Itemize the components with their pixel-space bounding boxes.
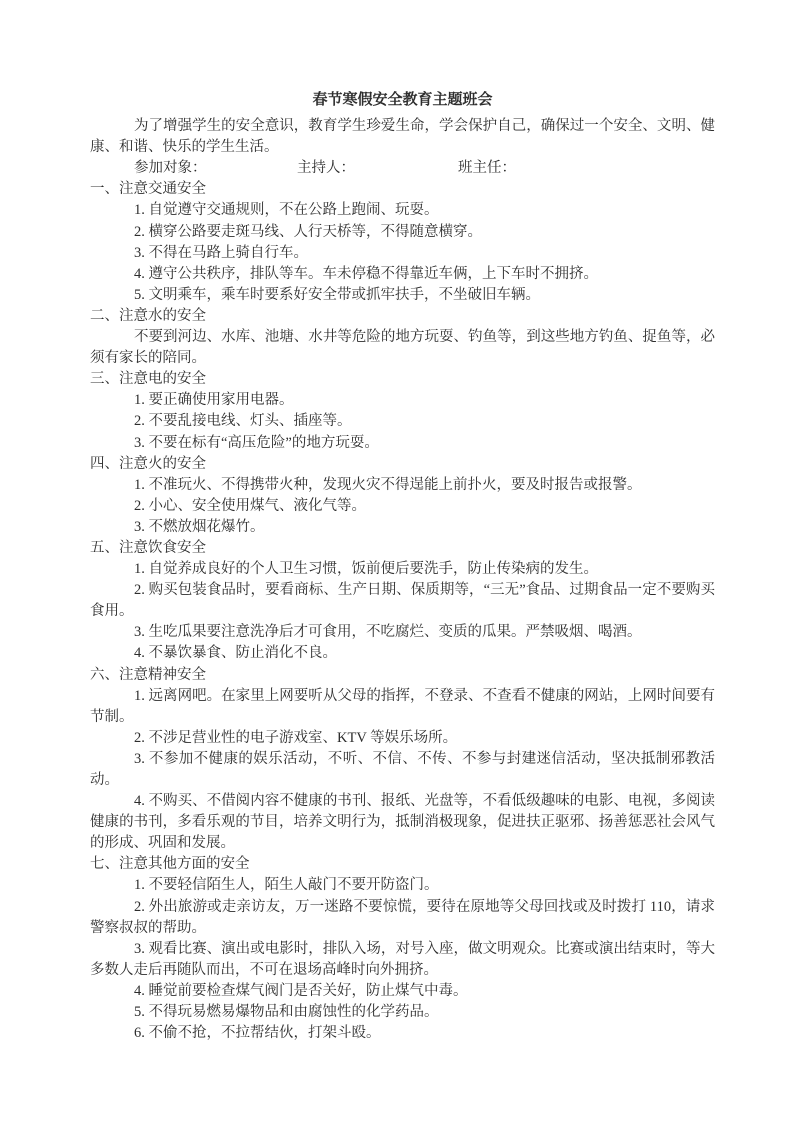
document-section	[90, 369, 715, 453]
document-section	[90, 665, 715, 855]
section-paragraph: 1. 要正确使用家用电器。	[134, 392, 294, 409]
section-paragraph: 1. 不准玩火、不得携带火种，发现火灾不得逞能上前扑火，要及时报告或报警。	[134, 476, 642, 493]
sections-container	[90, 179, 715, 1044]
section-paragraph: 5. 文明乘车，乘车时要系好安全带或抓牢扶手，不坐破旧车辆。	[134, 286, 540, 303]
section-paragraph: 4. 睡觉前要检查煤气阀门是否关好，防止煤气中毒。	[134, 982, 468, 999]
document-section	[90, 538, 715, 665]
section-paragraph: 3. 生吃瓜果要注意洗净后才可食用，不吃腐烂、变质的瓜果。严禁吸烟、喝酒。	[134, 624, 642, 641]
document-section	[90, 854, 715, 1044]
section-paragraph: 4. 不暴饮暴食、防止消化不良。	[134, 645, 337, 662]
section-paragraph: 1. 远离网吧。在家里上网要听从父母的指挥，不登录、不查看不健康的网站，上网时间要有节制。	[90, 687, 715, 725]
section-paragraph: 2. 不涉足营业性的电子游戏室、KTV 等娱乐场所。	[134, 729, 458, 746]
section-paragraph: 2. 外出旅游或走亲访友，万一迷路不要惊慌，要待在原地等父母回找或及时拨打 110，请求警察叔叔的帮助。	[90, 898, 715, 936]
section-paragraph: 1. 自觉遵守交通规则，不在公路上跑闹、玩耍。	[134, 202, 439, 219]
field-class-teacher-label: 班主任：	[458, 160, 516, 177]
section-paragraph: 1. 自觉养成良好的个人卫生习惯，饭前便后要洗手，防止传染病的发生。	[134, 561, 598, 578]
section-heading: 五、注意饮食安全	[90, 539, 206, 556]
section-heading: 一、注意交通安全	[90, 181, 206, 198]
section-paragraph: 4. 不购买、不借阅内容不健康的书刊、报纸、光盘等，不看低级趣味的电影、电视，多阅读健康的书刊，多看乐观的节目，培养文明行为，抵制消极现象，促进扶正驱邪、扬善惩恶社会风气的形成、巩固和发展。	[90, 793, 715, 852]
field-participants-label: 参加对象：	[134, 160, 207, 177]
section-paragraph: 3. 不燃放烟花爆竹。	[134, 518, 265, 535]
section-paragraph: 2. 不要乱接电线、灯头、插座等。	[134, 413, 352, 430]
section-paragraph: 3. 不参加不健康的娱乐活动，不听、不信、不传、不参与封建迷信活动，坚决抵制邪教活动。	[90, 750, 715, 788]
document-section	[90, 179, 715, 306]
section-paragraph: 3. 不要在标有“高压危险”的地方玩耍。	[134, 434, 379, 451]
document-section	[90, 306, 715, 369]
section-paragraph: 不要到河边、水库、池塘、水井等危险的地方玩耍、钓鱼等，到这些地方钓鱼、捉鱼等，必须有家长的陪同。	[90, 329, 715, 367]
section-heading: 六、注意精神安全	[90, 666, 206, 683]
section-paragraph: 3. 不得在马路上骑自行车。	[134, 244, 308, 261]
intro-paragraph: 为了增强学生的安全意识，教育学生珍爱生命，学会保护自己，确保过一个安全、文明、健康、和谐、快乐的学生生活。	[90, 118, 715, 156]
section-heading: 三、注意电的安全	[90, 371, 206, 388]
field-host-label: 主持人：	[297, 160, 355, 177]
document-section	[90, 454, 715, 538]
section-heading: 四、注意火的安全	[90, 455, 206, 472]
section-paragraph: 4. 遵守公共秩序，排队等车。车未停稳不得靠近车俩，上下车时不拥挤。	[134, 265, 598, 282]
section-heading: 二、注意水的安全	[90, 307, 206, 324]
section-paragraph: 1. 不要轻信陌生人，陌生人敲门不要开防盗门。	[134, 877, 439, 894]
section-paragraph: 5. 不得玩易燃易爆物品和由腐蚀性的化学药品。	[134, 1004, 439, 1021]
section-paragraph: 2. 小心、安全使用煤气、液化气等。	[134, 497, 366, 514]
section-heading: 七、注意其他方面的安全	[90, 856, 250, 873]
section-paragraph: 3. 观看比赛、演出或电影时，排队入场，对号入座，做文明观众。比赛或演出结束时，等大多数人走后再随队而出，不可在退场高峰时向外拥挤。	[90, 940, 715, 978]
fill-in-fields-row	[90, 158, 715, 179]
document-title: 春节寒假安全教育主题班会	[312, 92, 493, 108]
section-paragraph: 2. 购买包装食品时，要看商标、生产日期、保质期等，“三无”食品、过期食品一定不要购买食用。	[90, 582, 715, 620]
section-paragraph: 2. 横穿公路要走斑马线、人行天桥等，不得随意横穿。	[134, 223, 482, 240]
section-paragraph: 6. 不偷不抢，不拉帮结伙，打架斗殴。	[134, 1025, 381, 1042]
